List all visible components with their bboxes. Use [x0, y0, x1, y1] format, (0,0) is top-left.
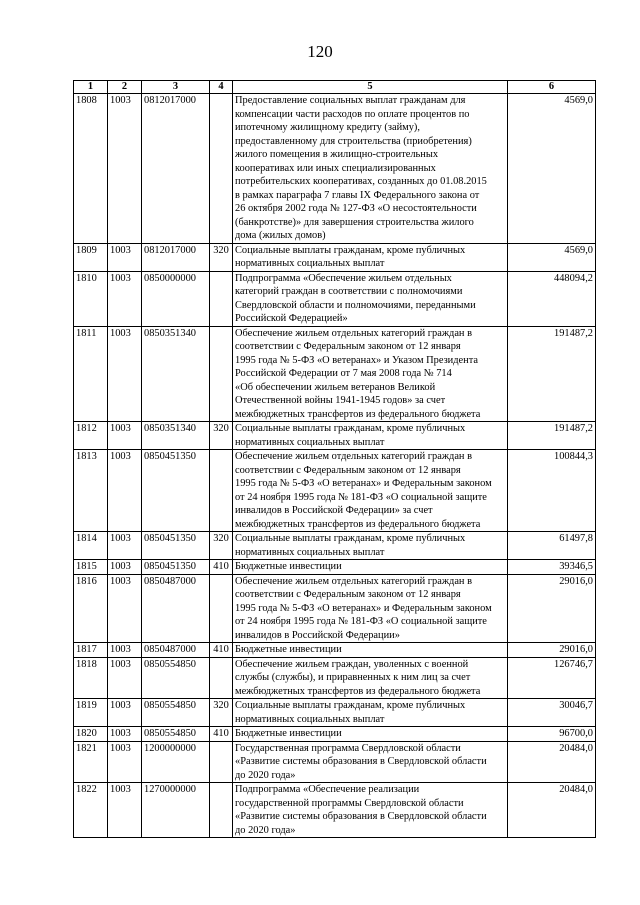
target-code: 0850487000: [142, 643, 210, 658]
description-line: нормативных социальных выплат: [235, 436, 385, 448]
table-row: [74, 94, 596, 244]
column-header-6: 6: [508, 81, 596, 94]
target-code: 1270000000: [142, 783, 210, 838]
description-line: (банкротстве)» для завершения строительства жилого: [235, 216, 474, 228]
description-line: ипотечному жилищному кредиту (займу),: [235, 122, 420, 133]
expense-type: [210, 657, 233, 699]
target-code: 0812017000: [142, 94, 210, 244]
row-number: 1820: [74, 727, 108, 742]
expense-type: [210, 94, 233, 244]
description: [233, 574, 508, 643]
description-line: Свердловской области и полномочиями, переданными: [235, 299, 476, 311]
row-number: 1810: [74, 271, 108, 326]
column-header-3: 3: [142, 81, 210, 94]
description-line: Государственная программа Свердловской области: [235, 742, 461, 754]
amount: 29016,0: [508, 574, 596, 643]
table-row: [74, 422, 596, 450]
expense-type: 320: [210, 422, 233, 450]
table-row: [74, 741, 596, 783]
expense-type: 320: [210, 532, 233, 560]
table-row: [74, 727, 596, 742]
table-row: [74, 657, 596, 699]
row-number: 1811: [74, 326, 108, 422]
description-line: в рамках параграфа 7 главы IX Федерального закона от: [235, 189, 480, 201]
description-line: инвалидов в Российской Федерации»: [235, 629, 400, 641]
column-header-1: 1: [74, 81, 108, 94]
target-code: 0812017000: [142, 243, 210, 271]
expense-type: [210, 574, 233, 643]
amount: 29016,0: [508, 643, 596, 658]
row-number: 1808: [74, 94, 108, 244]
description-line: нормативных социальных выплат: [235, 713, 385, 725]
expense-type: [210, 271, 233, 326]
description-line: от 24 ноября 1995 года № 181-ФЗ «О социальной защите: [235, 616, 487, 627]
description-line: службы (службы), и приравненных к ним лиц за счет: [235, 672, 471, 683]
description-line: 1995 года № 5-ФЗ «О ветеранах» и Федеральным законом: [235, 478, 492, 489]
description: [233, 271, 508, 326]
section-code: 1003: [108, 741, 142, 783]
page-number: 120: [307, 42, 333, 61]
target-code: 0850451350: [142, 560, 210, 575]
description-line: Подпрограмма «Обеспечение жильем отдельных: [235, 272, 452, 284]
description-line: до 2020 года»: [235, 824, 296, 836]
description-line: компенсации части расходов по оплате процентов по: [235, 108, 470, 120]
amount: 20484,0: [508, 783, 596, 838]
amount: 39346,5: [508, 560, 596, 575]
expense-type: [210, 450, 233, 532]
description-line: «Об обеспечении жильем ветеранов Великой: [235, 381, 436, 393]
description: [233, 741, 508, 783]
table-header-row: [74, 81, 596, 94]
description-line: соответствии с Федеральным законом от 12 января: [235, 341, 461, 352]
row-number: 1813: [74, 450, 108, 532]
amount: 191487,2: [508, 326, 596, 422]
description-line: Подпрограмма «Обеспечение реализации: [235, 784, 420, 795]
amount: 30046,7: [508, 699, 596, 727]
description-line: от 24 ноября 1995 года № 181-ФЗ «О социальной защите: [235, 491, 487, 503]
description-line: Бюджетные инвестиции: [235, 644, 342, 655]
row-number: 1821: [74, 741, 108, 783]
description: [233, 657, 508, 699]
description-line: «Развитие системы образования в Свердловской области: [235, 811, 487, 822]
target-code: 1200000000: [142, 741, 210, 783]
table-row: [74, 574, 596, 643]
expense-type: 320: [210, 243, 233, 271]
target-code: 0850451350: [142, 450, 210, 532]
row-number: 1817: [74, 643, 108, 658]
amount: 191487,2: [508, 422, 596, 450]
description-line: дома (жилых домов): [235, 230, 326, 241]
section-code: 1003: [108, 450, 142, 532]
target-code: 0850554850: [142, 699, 210, 727]
description-line: межбюджетных трансфертов из федерального бюджета: [235, 408, 481, 420]
section-code: 1003: [108, 643, 142, 658]
description-line: «Развитие системы образования в Свердловской области: [235, 756, 487, 767]
expense-type: 410: [210, 727, 233, 742]
description-line: нормативных социальных выплат: [235, 546, 385, 558]
target-code: 0850451350: [142, 532, 210, 560]
description: [233, 450, 508, 532]
target-code: 0850554850: [142, 727, 210, 742]
row-number: 1814: [74, 532, 108, 560]
target-code: 0850351340: [142, 326, 210, 422]
section-code: 1003: [108, 94, 142, 244]
table-row: [74, 643, 596, 658]
description: [233, 422, 508, 450]
section-code: 1003: [108, 532, 142, 560]
description-line: Обеспечение жильем отдельных категорий граждан в: [235, 575, 472, 587]
expense-type: [210, 741, 233, 783]
row-number: 1812: [74, 422, 108, 450]
amount: 4569,0: [508, 243, 596, 271]
expense-type: 320: [210, 699, 233, 727]
description-line: соответствии с Федеральным законом от 12 января: [235, 464, 461, 476]
budget-table: [73, 80, 596, 838]
description-line: Социальные выплаты гражданам, кроме публичных: [235, 700, 466, 711]
description-line: предоставленному для строительства (приобретения): [235, 135, 472, 147]
description: [233, 727, 508, 742]
table-row: [74, 699, 596, 727]
description-line: категорий граждан в соответствии с полномочиями: [235, 286, 463, 297]
description: [233, 243, 508, 271]
table-body: [74, 94, 596, 838]
section-code: 1003: [108, 271, 142, 326]
amount: 20484,0: [508, 741, 596, 783]
expense-type: 410: [210, 560, 233, 575]
description-line: 1995 года № 5-ФЗ «О ветеранах» и Указом Президента: [235, 354, 478, 366]
description-line: Бюджетные инвестиции: [235, 561, 342, 572]
target-code: 0850000000: [142, 271, 210, 326]
description-line: Предоставление социальных выплат гражданам для: [235, 95, 466, 106]
description: [233, 699, 508, 727]
target-code: 0850351340: [142, 422, 210, 450]
amount: 61497,8: [508, 532, 596, 560]
row-number: 1818: [74, 657, 108, 699]
description: [233, 560, 508, 575]
section-code: 1003: [108, 422, 142, 450]
description: [233, 783, 508, 838]
section-code: 1003: [108, 699, 142, 727]
expense-type: [210, 326, 233, 422]
row-number: 1815: [74, 560, 108, 575]
description-line: 1995 года № 5-ФЗ «О ветеранах» и Федеральным законом: [235, 602, 492, 614]
description-line: Российской Федерации от 7 мая 2008 года № 714: [235, 368, 452, 379]
target-code: 0850554850: [142, 657, 210, 699]
row-number: 1809: [74, 243, 108, 271]
description-line: Обеспечение жильем отдельных категорий граждан в: [235, 451, 472, 462]
description-line: Обеспечение жильем граждан, уволенных с военной: [235, 658, 469, 670]
section-code: 1003: [108, 574, 142, 643]
target-code: 0850487000: [142, 574, 210, 643]
amount: 96700,0: [508, 727, 596, 742]
table-row: [74, 271, 596, 326]
table-row: [74, 560, 596, 575]
row-number: 1816: [74, 574, 108, 643]
expense-type: [210, 783, 233, 838]
section-code: 1003: [108, 243, 142, 271]
section-code: 1003: [108, 560, 142, 575]
description-line: 26 октября 2002 года № 127-ФЗ «О несостоятельности: [235, 203, 477, 214]
table-row: [74, 326, 596, 422]
description-line: Социальные выплаты гражданам, кроме публичных: [235, 244, 466, 256]
section-code: 1003: [108, 727, 142, 742]
row-number: 1819: [74, 699, 108, 727]
column-header-2: 2: [108, 81, 142, 94]
table-row: [74, 783, 596, 838]
description-line: нормативных социальных выплат: [235, 258, 385, 269]
description-line: Обеспечение жильем отдельных категорий граждан в: [235, 327, 472, 339]
amount: 100844,3: [508, 450, 596, 532]
expense-type: 410: [210, 643, 233, 658]
description: [233, 326, 508, 422]
table-row: [74, 532, 596, 560]
description-line: соответствии с Федеральным законом от 12 января: [235, 589, 461, 600]
description-line: Отечественной войны 1941-1945 годов» за счет: [235, 395, 446, 406]
description-line: Бюджетные инвестиции: [235, 728, 342, 739]
table-row: [74, 243, 596, 271]
description-line: жилого помещения в жилищно-строительных: [235, 149, 439, 160]
description-line: Социальные выплаты гражданам, кроме публичных: [235, 533, 466, 544]
description: [233, 532, 508, 560]
description: [233, 643, 508, 658]
description-line: кооперативах или иных специализированных: [235, 162, 436, 174]
description-line: межбюджетных трансфертов из федерального бюджета: [235, 685, 481, 697]
amount: 4569,0: [508, 94, 596, 244]
description-line: потребительских кооперативах, созданных до 01.08.2015: [235, 176, 487, 187]
description-line: государственной программы Свердловской области: [235, 797, 464, 809]
amount: 448094,2: [508, 271, 596, 326]
section-code: 1003: [108, 657, 142, 699]
description-line: инвалидов в Российской Федерации» за счет: [235, 505, 433, 516]
amount: 126746,7: [508, 657, 596, 699]
table-row: [74, 450, 596, 532]
description-line: межбюджетных трансфертов из федерального бюджета: [235, 518, 481, 530]
description-line: Российской Федерацией»: [235, 313, 348, 324]
description: [233, 94, 508, 244]
column-header-4: 4: [210, 81, 233, 94]
row-number: 1822: [74, 783, 108, 838]
description-line: Социальные выплаты гражданам, кроме публичных: [235, 423, 466, 434]
column-header-5: 5: [233, 81, 508, 94]
description-line: до 2020 года»: [235, 769, 296, 781]
section-code: 1003: [108, 326, 142, 422]
section-code: 1003: [108, 783, 142, 838]
